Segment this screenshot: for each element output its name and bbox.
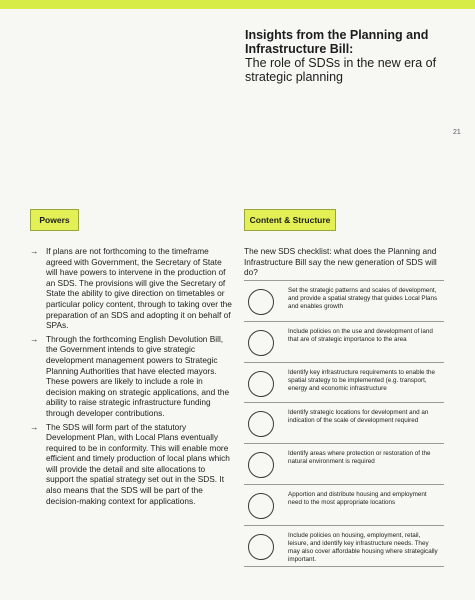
checkbox-circle-icon bbox=[248, 493, 274, 519]
checklist-text: Apportion and distribute housing and employment need to the most appropriate locations bbox=[288, 490, 427, 506]
checklist-intro: The new SDS checklist: what does the Planning and Infrastructure Bill say the new generation of SDS will do? bbox=[244, 246, 437, 278]
bullet-text: If plans are not forthcoming to the timeframe agreed with Government, the Secretary of State will have powers to intervene in the production of an SDS. The provisions will give the Secretary of State the ability to give direction on timetables or particular policy content, through to taking over the preparation of an SDS and adopting it on behalf of SPAs. bbox=[46, 246, 232, 331]
list-item bbox=[30, 334, 235, 419]
checklist-row bbox=[244, 444, 444, 485]
checklist-text: Include policies on housing, employment, retail, leisure, and identify key infrastructure needs. They may also cover affordable housing where strategically important. bbox=[288, 531, 438, 563]
checkbox-circle-icon bbox=[248, 534, 274, 560]
sds-checklist bbox=[244, 280, 444, 567]
bullet-text: The SDS will form part of the statutory Development Plan, with Local Plans eventually required to be in conformity. This will enable more efficient and timely production of local plans which will provide the detail and site allocations to support the spatial strategy set out in the SDS. It also means that the SDS will be part of the decision-making context for applications. bbox=[46, 421, 230, 506]
page-number: 21 bbox=[453, 129, 461, 136]
top-accent-band bbox=[0, 0, 475, 9]
checkbox-circle-icon bbox=[248, 289, 274, 315]
checklist-row bbox=[244, 403, 444, 444]
checklist-row bbox=[244, 485, 444, 526]
powers-tag: Powers bbox=[30, 209, 79, 231]
checkbox-circle-icon bbox=[248, 330, 274, 356]
bullet-text: Through the forthcoming English Devolution Bill, the Government intends to give strategic development management powers to Strategic Planning Authorities that have elected mayors. These powers are likely to include a role in decision making on strategic applications, and the ability to raise strategic infrastructure funding through developer contributions. bbox=[46, 333, 230, 418]
heading-subtitle: The role of SDSs in the new era of strategic planning bbox=[245, 56, 437, 84]
page-heading bbox=[245, 28, 445, 84]
arrow-right-icon: → bbox=[30, 333, 39, 344]
checklist-text: Identify areas where protection or restoration of the natural environment is required bbox=[288, 450, 431, 466]
powers-bullet-list bbox=[30, 246, 235, 509]
checklist-text: Identify key infrastructure requirements to enable the spatial strategy to be implemented (e.g. transport, energy and economic infrastructure bbox=[288, 368, 436, 392]
heading-title: Insights from the Planning and Infrastructure Bill: bbox=[245, 28, 429, 56]
checklist-text: Set the strategic patterns and scales of development, and provide a spatial strategy that guides Local Plans and enables growth bbox=[288, 287, 438, 310]
checklist-text: Include policies on the use and development of land that are of strategic importance to the area bbox=[288, 327, 433, 343]
arrow-right-icon: → bbox=[30, 246, 39, 256]
arrow-right-icon: → bbox=[30, 421, 39, 432]
list-item bbox=[30, 246, 235, 331]
checklist-row bbox=[244, 363, 444, 404]
checklist-row bbox=[244, 526, 444, 567]
checklist-row bbox=[244, 281, 444, 322]
checklist-text: Identify strategic locations for development and an indication of the scale of development required bbox=[288, 409, 429, 425]
checkbox-circle-icon bbox=[248, 411, 274, 437]
checklist-row bbox=[244, 322, 444, 363]
checkbox-circle-icon bbox=[248, 452, 274, 478]
list-item bbox=[30, 422, 235, 507]
content-structure-tag: Content & Structure bbox=[244, 209, 336, 231]
checkbox-circle-icon bbox=[248, 371, 274, 397]
